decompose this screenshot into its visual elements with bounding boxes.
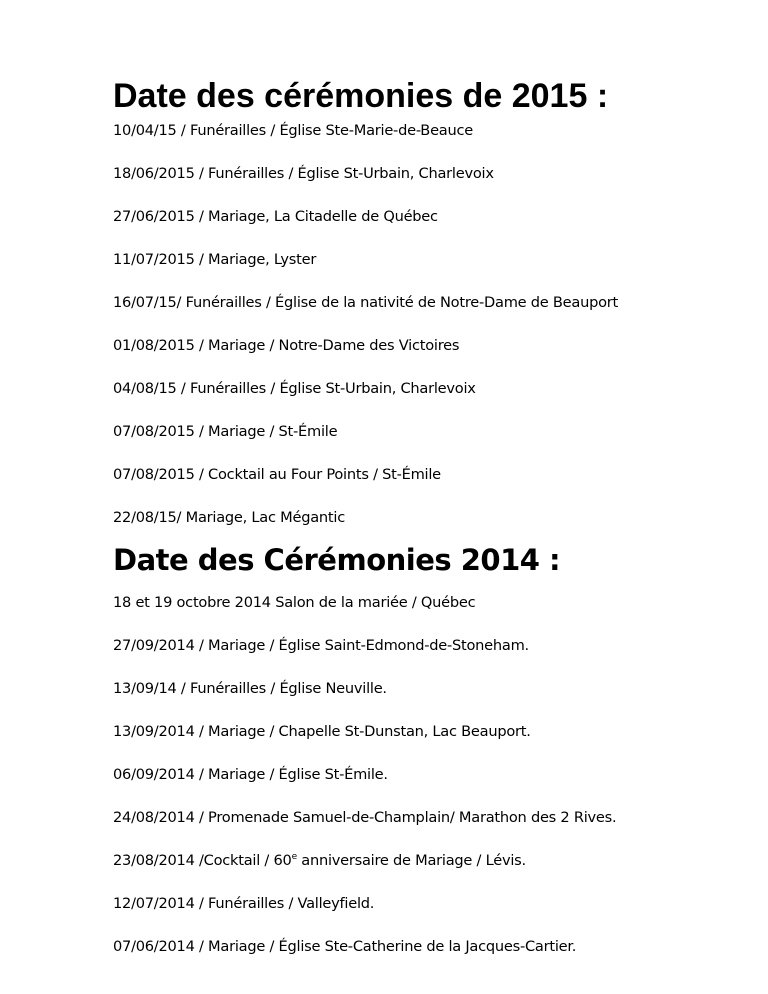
ordinal-superscript: e <box>291 852 297 863</box>
list-item: 12/07/2014 / Funérailles / Valleyfield. <box>113 895 375 912</box>
list-item: 13/09/14 / Funérailles / Église Neuville. <box>113 680 387 697</box>
list-item: 13/09/2014 / Mariage / Chapelle St-Dunstan, Lac Beauport. <box>113 723 531 740</box>
list-item: 27/09/2014 / Mariage / Église Saint-Edmond-de-Stoneham. <box>113 637 529 654</box>
ceremony-list-2014 <box>113 592 616 979</box>
heading-2015: Date des cérémonies de 2015 : <box>113 77 609 115</box>
list-item: 07/06/2014 / Mariage / Église Ste-Catherine de la Jacques-Cartier. <box>113 938 577 955</box>
list-item: 10/04/15 / Funérailles / Église Ste-Marie-de-Beauce <box>113 122 473 139</box>
heading-2014: Date des Cérémonies 2014 : <box>113 543 561 577</box>
item-text-after: anniversaire de Mariage / Lévis. <box>296 852 526 869</box>
item-text-before: 23/08/2014 /Cocktail / 60 <box>113 852 292 869</box>
list-item: 01/08/2015 / Mariage / Notre-Dame des Victoires <box>113 337 460 354</box>
list-item: 18 et 19 octobre 2014 Salon de la mariée / Québec <box>113 594 476 611</box>
list-item: 04/08/15 / Funérailles / Église St-Urbain, Charlevoix <box>113 380 476 397</box>
list-item: 24/08/2014 / Promenade Samuel-de-Champlain/ Marathon des 2 Rives. <box>113 809 617 826</box>
list-item: 11/07/2015 / Mariage, Lyster <box>113 251 317 268</box>
list-item-60th-anniversary <box>113 850 616 893</box>
list-item: 07/08/2015 / Cocktail au Four Points / St-Émile <box>113 466 441 483</box>
list-item: 22/08/15/ Mariage, Lac Mégantic <box>113 509 345 526</box>
list-item: 18/06/2015 / Funérailles / Église St-Urbain, Charlevoix <box>113 165 494 182</box>
list-item: 07/08/2015 / Mariage / St-Émile <box>113 423 338 440</box>
list-item: 27/06/2015 / Mariage, La Citadelle de Québec <box>113 208 438 225</box>
ceremony-list-2015 <box>113 120 618 550</box>
list-item: 16/07/15/ Funérailles / Église de la nativité de Notre-Dame de Beauport <box>113 294 619 311</box>
list-item: 06/09/2014 / Mariage / Église St-Émile. <box>113 766 388 783</box>
